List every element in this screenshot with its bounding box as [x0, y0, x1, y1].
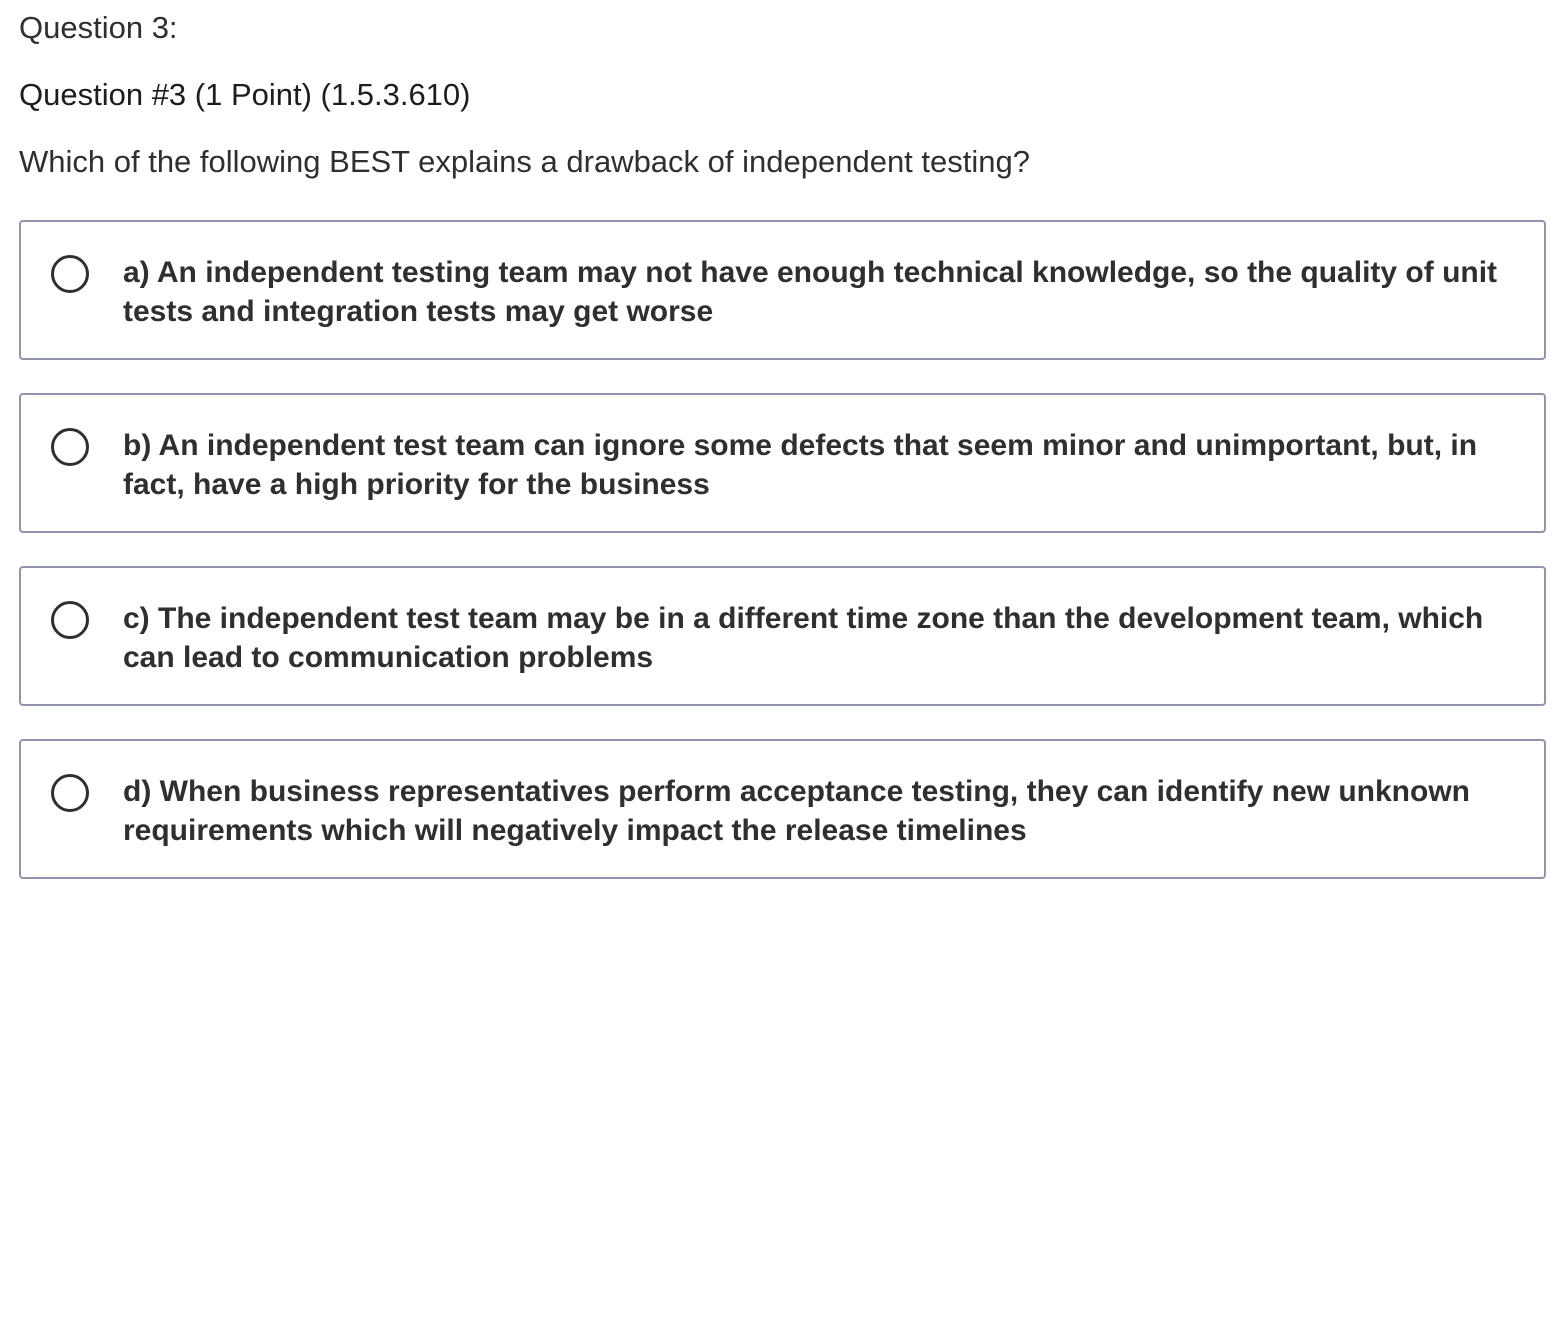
radio-unchecked-icon[interactable] — [51, 774, 89, 812]
answer-option-label: c) The independent test team may be in a different time zone than the development team, which can lead to communication problems — [123, 602, 1484, 674]
radio-unchecked-icon[interactable] — [51, 255, 89, 293]
answer-option-c[interactable] — [19, 566, 1546, 706]
radio-unchecked-icon[interactable] — [51, 428, 89, 466]
answer-option-b[interactable] — [19, 393, 1546, 533]
answer-option-label: b) An independent test team can ignore some defects that seem minor and unimportant, but, in fact, have a high priority for the business — [123, 429, 1478, 501]
question-number-heading: Question 3: — [19, 10, 178, 45]
answer-options — [19, 220, 1546, 912]
question-meta-title: Question #3 (1 Point) (1.5.3.610) — [19, 77, 471, 112]
radio-unchecked-icon[interactable] — [51, 601, 89, 639]
answer-option-label: a) An independent testing team may not have enough technical knowledge, so the quality of unit tests and integration tests may get worse — [123, 256, 1498, 328]
answer-option-a[interactable] — [19, 220, 1546, 360]
answer-option-d[interactable] — [19, 739, 1546, 879]
answer-option-label: d) When business representatives perform acceptance testing, they can identify new unknown requirements which will negatively impact the release timelines — [123, 775, 1470, 847]
question-prompt: Which of the following BEST explains a drawback of independent testing? — [19, 144, 1030, 179]
